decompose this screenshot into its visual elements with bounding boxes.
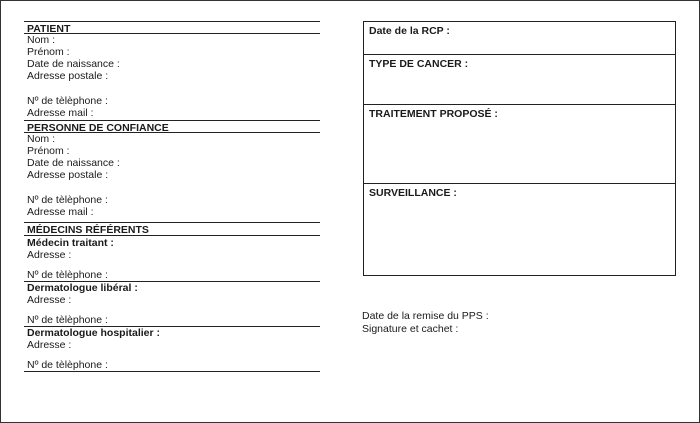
patient-adresse-field: Adresse postale :	[27, 70, 109, 82]
dermato-liberal-telephone: Nº de tèlèphone :	[27, 314, 108, 326]
medecin-traitant-telephone: Nº de tèlèphone :	[27, 269, 108, 281]
dermato-liberal-section	[24, 281, 320, 326]
rcp-date-label: Date de la RCP :	[369, 25, 450, 37]
confiance-mail-field: Adresse mail :	[27, 206, 94, 218]
confiance-naissance-field: Date de naissance :	[27, 157, 120, 169]
dermato-liberal-title: Dermatologue libéral :	[27, 282, 138, 294]
surveillance-label: SURVEILLANCE :	[369, 187, 457, 199]
patient-prenom-field: Prénom :	[27, 46, 70, 58]
dermato-hospitalier-title: Dermatologue hospitalier :	[27, 327, 161, 339]
dermato-hospitalier-adresse: Adresse :	[27, 339, 72, 351]
patient-nom-field: Nom :	[27, 34, 56, 46]
confiance-telephone-field: Nº de tèlèphone :	[27, 194, 108, 206]
pps-remise-field: Date de la remise du PPS :	[362, 310, 489, 322]
pps-block	[362, 310, 489, 336]
confiance-nom-field: Nom :	[27, 133, 56, 145]
rcp-date-cell	[364, 22, 675, 55]
type-cancer-cell	[364, 55, 675, 105]
medecin-traitant-title: Médecin traitant :	[27, 237, 114, 249]
dermato-hospitalier-section	[24, 326, 320, 371]
patient-header: PATIENT	[24, 21, 320, 34]
traitement-cell	[364, 105, 675, 184]
patient-naissance-field: Date de naissance :	[27, 58, 120, 70]
surveillance-cell	[364, 184, 675, 275]
confiance-header: PERSONNE DE CONFIANCE	[24, 120, 320, 133]
bottom-rule	[24, 371, 320, 372]
dermato-liberal-adresse: Adresse :	[27, 294, 72, 306]
patient-mail-field: Adresse mail :	[27, 107, 94, 119]
medecin-traitant-adresse: Adresse :	[27, 249, 72, 261]
confiance-adresse-field: Adresse postale :	[27, 169, 109, 181]
medecins-header: MÉDECINS RÉFÉRENTS	[24, 222, 320, 236]
traitement-label: TRAITEMENT PROPOSÉ :	[369, 108, 498, 120]
dermato-hospitalier-telephone: Nº de tèlèphone :	[27, 359, 108, 371]
left-column	[24, 21, 320, 372]
confiance-prenom-field: Prénom :	[27, 145, 70, 157]
pps-signature-field: Signature et cachet :	[362, 323, 459, 335]
patient-telephone-field: Nº de tèlèphone :	[27, 95, 108, 107]
type-cancer-label: TYPE DE CANCER :	[369, 58, 469, 70]
rcp-box	[363, 21, 676, 276]
